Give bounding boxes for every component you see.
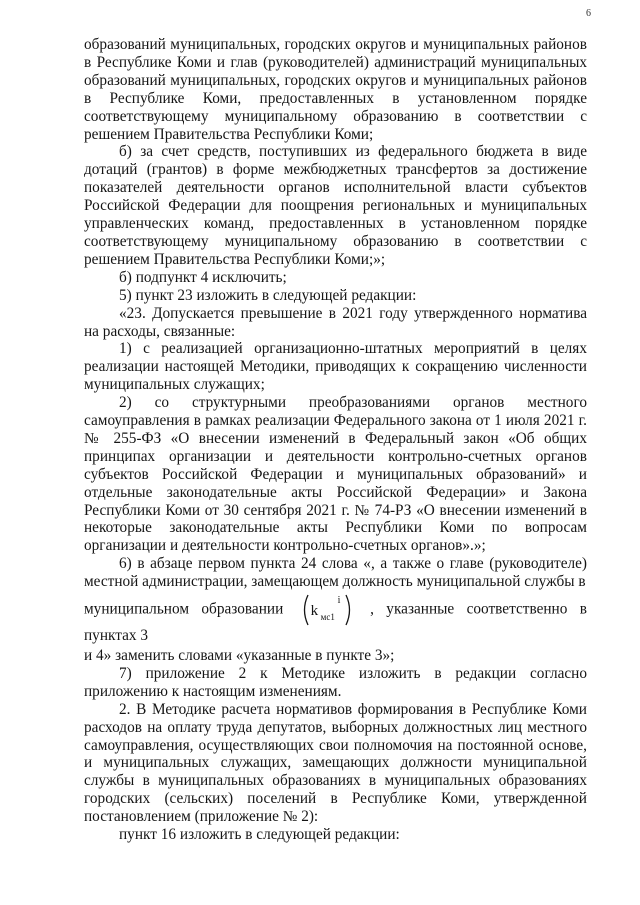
paragraph-3: б) подпункт 4 исключить;	[119, 268, 287, 286]
paragraph-9: и 4» заменить словами «указанные в пункте 3»;	[84, 647, 395, 664]
paragraph-11: 2. В Методике расчета нормативов формирования в Республике Коми расходов на оплату труда депутатов, выборных должностных лиц местного самоуправления, осуществляющих свои полномочия на постоянной основе, и муниципальных служащих, замещающих должности муниципальной службы в муниципальных образованиях в муниципальных образованиях городских (сельских) поселений в Республике Коми, утвержденной постановлением (приложение № 2):	[84, 700, 587, 826]
formula-subscript: мс1	[320, 612, 335, 623]
formula-k-mc1-i	[300, 593, 354, 627]
document-body	[84, 36, 587, 844]
formula-superscript: i	[337, 595, 341, 607]
paragraph-4: 5) пункт 23 изложить в следующей редакции:	[119, 286, 417, 304]
paragraph-6: 1) с реализацией организационно-штатных мероприятий в целях реализации настоящей Методики, приводящих к сокращению численности муниципальных служащих;	[84, 340, 587, 394]
formula-line-before: муниципальном образовании	[84, 600, 284, 618]
paragraph-2: б) за счет средств, поступивших из федерального бюджета в виде дотаций (грантов) в форме межбюджетных трансфертов за достижение показателей деятельности органов исполнительной власти субъектов Российской Федерации для поощрения региональных и муниципальных управленческих команд, предоставленных в установленном порядке соответствующему муниципальному образованию в соответствии с решением Правительства Республики Коми;»;	[84, 143, 587, 268]
formula-base: k	[310, 603, 319, 620]
paragraph-7: 2) со структурными преобразованиями органов местного самоуправления в рамках реализации Федерального закона от 1 июля 2021 г. № 255-ФЗ «О внесении изменений в Федеральный закон «Об общих принципах организации и деятельности контрольно-счетных органов субъектов Российской Федерации и муниципальных образований» и отдельные законодательные акты Российской Федерации» и Закона Республики Коми от 30 сентября 2021 г. № 74-РЗ «О внесении изменений в некоторые законодательные акты Республики Коми по вопросам организации и деятельности контрольно-счетных органов».»;	[84, 394, 587, 555]
formula-line-after: , указанные соответственно в пунктах 3	[84, 600, 588, 645]
paragraph-1: образований муниципальных, городских округов и муниципальных районов в Республике Коми и глав (руководителей) администраций муниципальных образований муниципальных, городских округов и муниципальных районов в Республике Коми, предоставленных в установленном порядке соответствующему муниципальному образованию в соответствии с решением Правительства Республики Коми;	[84, 36, 587, 143]
paragraph-8: 6) в абзаце первом пункта 24 слова «, а также о главе (руководителе) местной администрации, замещающем должность муниципальной службы в	[84, 555, 587, 591]
paragraph-12: пункт 16 изложить в следующей редакции:	[119, 826, 400, 844]
paragraph-5: «23. Допускается превышение в 2021 году утвержденного норматива на расходы, связанные:	[84, 304, 587, 340]
paragraph-10: 7) приложение 2 к Методике изложить в редакции согласно приложению к настоящим изменениям.	[84, 664, 587, 700]
page-number: 6	[586, 8, 591, 19]
formula-line	[84, 591, 587, 647]
